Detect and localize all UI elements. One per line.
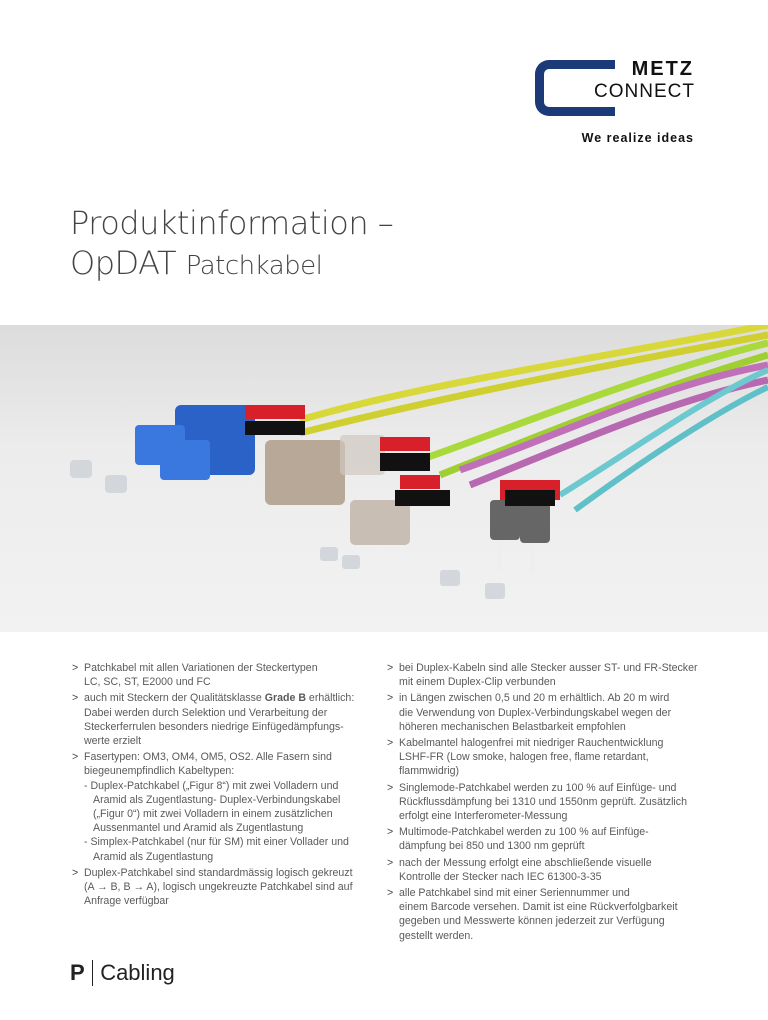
tagline: We realize ideas (581, 131, 694, 145)
text: auch mit Steckern der Qualitätsklasse (84, 692, 265, 705)
bullet-chevron-icon: > (72, 692, 79, 705)
cable-magenta (460, 365, 768, 470)
list-item-line: dämpfung bei 850 und 1300 nm geprüft (399, 840, 585, 853)
list-item (387, 661, 707, 689)
list-item-line: biegeunempfindlich Kabeltypen: (84, 765, 235, 778)
list-item (387, 691, 707, 734)
list-item-line: einem Barcode versehen. Damit ist eine Rückverfolgbarkeit (399, 901, 678, 914)
list-item-line: Kontrolle der Stecker nach IEC 61300-3-35 (399, 870, 602, 883)
list-item-line: Dabei werden durch Selektion und Verarbeitung der (84, 706, 328, 719)
bullet-chevron-icon: > (72, 751, 79, 764)
list-item (72, 691, 372, 748)
logo-bar-top (563, 60, 615, 69)
emphasis: Grade B (264, 692, 306, 705)
metz-connect-logo (535, 58, 700, 148)
feature-list-left (72, 661, 372, 910)
bullet-chevron-icon: > (387, 737, 394, 750)
title-line-2 (70, 243, 393, 286)
list-item-line: Steckerferrulen besonders niedrige Einfügedämpfungs- (84, 720, 344, 733)
footer-letter: P (70, 960, 85, 985)
lc-duplex-connector (350, 475, 450, 545)
list-item-line: bei Duplex-Kabeln sind alle Stecker ausser ST- und FR-Stecker (399, 662, 698, 674)
bullet-chevron-icon: > (387, 662, 394, 674)
bullet-chevron-icon: > (387, 856, 394, 869)
bullet-chevron-icon: > (387, 781, 394, 794)
st-connectors (490, 480, 560, 573)
list-item-line: die Verwendung von Duplex-Verbindungskabel wegen der (399, 706, 672, 719)
list-item (72, 750, 372, 864)
list-item-line: gestellt werden. (399, 929, 474, 942)
feature-list-right (387, 661, 707, 945)
list-item-line: Rückflussdämpfung bei 1310 und 1550nm geprüft. Zusätzlich (399, 795, 687, 808)
list-item-line: höheren mechanischen Belastbarkeit empfohlen (399, 720, 626, 733)
list-item (387, 736, 707, 779)
page-title (70, 203, 393, 286)
list-item-line: Anfrage verfügbar (84, 895, 169, 908)
list-item-line: Aussenmantel und Aramid als Zugentlastung (93, 822, 304, 835)
footer-section-name: Cabling (100, 960, 175, 985)
list-item-line: nach der Messung erfolgt eine abschließende visuelle (399, 856, 652, 869)
list-item-line: - Simplex-Patchkabel (nur für SM) mit einer Vollader und (84, 836, 349, 849)
list-item (72, 866, 372, 909)
bullet-chevron-icon: > (387, 887, 394, 900)
list-item-line (84, 691, 372, 705)
list-item-line: Multimode-Patchkabel werden zu 100 % auf Einfüge- (399, 826, 649, 839)
list-item-line: werte erzielt (84, 735, 142, 748)
list-item-line: gegeben und Messwerte können jederzeit zur Verfügung (399, 915, 665, 928)
list-item-line: Aramid als Zugentlastung (93, 850, 214, 863)
list-item (387, 825, 707, 853)
list-item-line: LSHF-FR (Low smoke, halogen free, flame retardant, (399, 751, 649, 764)
list-item-line: erfolgt eine Interferometer-Messung (399, 810, 568, 823)
footer-divider (92, 960, 94, 986)
title-patchkabel: Patchkabel (185, 251, 323, 281)
list-item-line: Duplex-Patchkabel sind standardmässig logisch gekreuzt (84, 866, 353, 879)
bullet-chevron-icon: > (387, 692, 394, 705)
list-item (387, 781, 707, 824)
list-item-line: alle Patchkabel sind mit einer Seriennummer und (399, 887, 630, 900)
list-item (387, 856, 707, 884)
list-item-line: Singlemode-Patchkabel werden zu 100 % auf Einfüge- und (399, 781, 677, 794)
title-opdat: OpDAT (70, 244, 177, 282)
bullet-chevron-icon: > (387, 826, 394, 839)
logo-connect: CONNECT (594, 81, 695, 102)
list-item-line: Aramid als Zugentlastung- Duplex-Verbindungskabel (93, 793, 341, 806)
logo-bar-bottom (563, 107, 615, 116)
list-item-line: Patchkabel mit allen Variationen der Steckertypen (84, 662, 318, 674)
footer-section (70, 960, 175, 986)
title-line-1: Produktinformation – (70, 204, 394, 242)
list-item (387, 886, 707, 943)
list-item-line: („Figur 0“) mit zwei Volladern in einem zusätzlichen (93, 808, 333, 821)
bullet-chevron-icon: > (72, 662, 79, 674)
product-photo (0, 325, 768, 632)
list-item-line: Kabelmantel halogenfrei mit niedriger Rauchentwicklung (399, 737, 664, 750)
list-item-line: Fasertypen: OM3, OM4, OM5, OS2. Alle Fasern sind (84, 751, 332, 764)
list-item-line: flammwidrig) (399, 765, 460, 778)
list-item-line: - Duplex-Patchkabel („Figur 8“) mit zwei Volladern und (84, 779, 339, 792)
text: erhältlich: (305, 692, 355, 705)
patch-cables-illustration (0, 325, 768, 632)
list-item-line: in Längen zwischen 0,5 und 20 m erhältlich. Ab 20 m wird (399, 692, 670, 705)
list-item-line: LC, SC, ST, E2000 und FC (84, 676, 211, 689)
logo-metz: METZ (631, 58, 694, 80)
list-item-line: mit einem Duplex-Clip verbunden (399, 676, 556, 689)
list-item-line: (A → B, B → A), logisch ungekreuzte Patchkabel sind auf (84, 881, 353, 894)
list-item (72, 661, 372, 689)
bullet-chevron-icon: > (72, 866, 79, 879)
